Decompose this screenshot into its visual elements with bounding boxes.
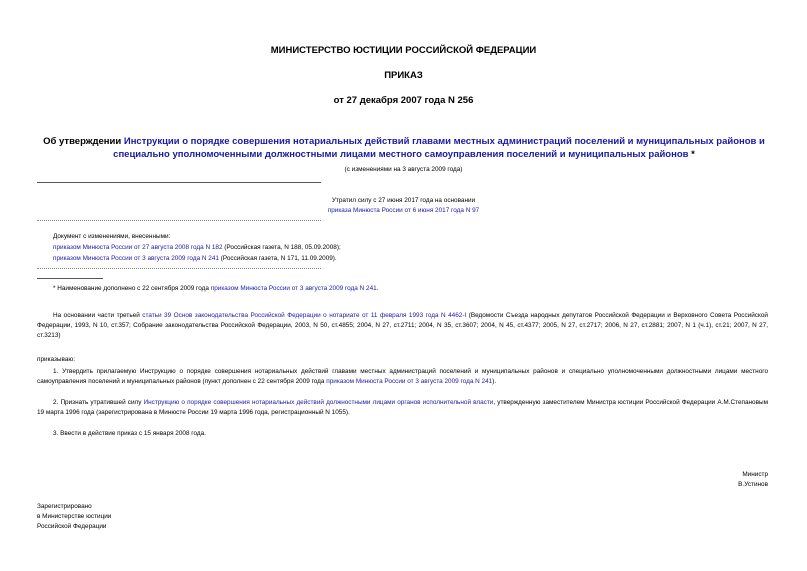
- registered-line: в Министерстве юстиции: [37, 513, 112, 520]
- order-word: приказываю:: [37, 356, 75, 363]
- changes-note: (с изменениями на 3 августа 2009 года): [344, 166, 463, 173]
- title-suffix: *: [688, 149, 695, 160]
- point-1-link[interactable]: приказом Минюста России от 3 августа 2009 года N 241: [326, 378, 493, 385]
- title-instruction-link[interactable]: Инструкции о порядке совершения нотариальных действий главами местных администраций поселений и муниципальных районов и специально уполномоченными должностными лицами местного самоуправления поселений и муниципальных районов: [113, 136, 765, 160]
- doc-type-heading: ПРИКАЗ: [384, 70, 423, 81]
- footnote-divider: [37, 278, 103, 279]
- title-prefix: Об утверждении: [43, 136, 124, 147]
- basis-paragraph: На основании части третьей статьи 39 Основ законодательства Российской Федерации о нотариате от 11 февраля 1993 года N 4462-I (Ведомости Съезда народных депутатов Российской Федерации и Верховного Совета Российской Федерации, 1993, N 10, ст.357; Собрание законодательства Российской Федерации, 2003, N 50, ст.4855; 2004, N 27, ст.2711; 2004, N 35, ст.3607; 2004, N 45, ст.4377; 2005, N 27, ст.2717; 2006, N 27, ст.2881; 2007, N 1 (ч.1), ст.21; 2007, N 27, ст.3213): [37, 312, 768, 339]
- divider: [37, 182, 321, 183]
- lost-force-text: Утратил силу с 27 июня 2017 года на основании: [331, 197, 476, 204]
- date-number-heading: от 27 декабря 2007 года N 256: [333, 95, 474, 106]
- footnote-link[interactable]: приказом Минюста России от 3 августа 2009 года N 241: [210, 285, 377, 292]
- amendments-heading: Документ с изменениями, внесенными:: [53, 233, 171, 240]
- ministry-heading: МИНИСТЕРСТВО ЮСТИЦИИ РОССИЙСКОЙ ФЕДЕРАЦИИ: [270, 45, 537, 56]
- amendment-link[interactable]: приказом Минюста России от 3 августа 2009 года N 241: [53, 255, 219, 262]
- footnote: * Наименование дополнено с 22 сентября 2009 года приказом Минюста России от 3 августа 2009 года N 241.: [53, 285, 379, 292]
- amendment-item: приказом Минюста России от 3 августа 2009 года N 241 (Российская газета, N 171, 11.09.2009).: [53, 255, 337, 262]
- point-2: 2. Признать утратившей силу Инструкцию о порядке совершения нотариальных действий должностными лицами органов исполнительной власти, утвержденную заместителем Министра юстиции Российской Федерации А.М.Степановым 19 марта 1996 года (зарегистрирована в Минюсте России 19 марта 1996 года, регистрационный N 1055).: [37, 399, 768, 416]
- registered-line: Российской Федерации: [37, 523, 107, 530]
- signature-position: Министр: [742, 471, 768, 478]
- point-1: 1. Утвердить прилагаемую Инструкцию о порядке совершения нотариальных действий главами местных администраций поселений и муниципальных районов и специально уполномоченными должностными лицами местного самоуправления поселений и муниципальных районов (пункт дополнен с 22 сентября 2009 года приказом Минюста России от 3 августа 2009 года N 241).: [37, 368, 768, 385]
- registered-line: Зарегистрировано: [37, 503, 92, 510]
- point-2-link[interactable]: Инструкцию о порядке совершения нотариальных действий должностными лицами органов исполнительной власти: [143, 399, 494, 406]
- law-article-link[interactable]: статьи 39 Основ законодательства Российской Федерации о нотариате от 11 февраля 1993 года N 4462-I: [142, 312, 467, 319]
- document-title: [34, 135, 774, 161]
- lost-force-link[interactable]: приказа Минюста России от 6 июня 2017 года N 97: [327, 207, 480, 214]
- amendment-item: приказом Минюста России от 27 августа 2008 года N 182 (Российская газета, N 188, 05.09.2008);: [53, 244, 341, 251]
- point-3: 3. Ввести в действие приказ с 15 января 2008 года.: [53, 430, 206, 437]
- divider: [37, 220, 321, 221]
- amendment-link[interactable]: приказом Минюста России от 27 августа 2008 года N 182: [53, 244, 223, 251]
- signature-name: В.Устинов: [738, 481, 768, 488]
- divider: [37, 268, 321, 269]
